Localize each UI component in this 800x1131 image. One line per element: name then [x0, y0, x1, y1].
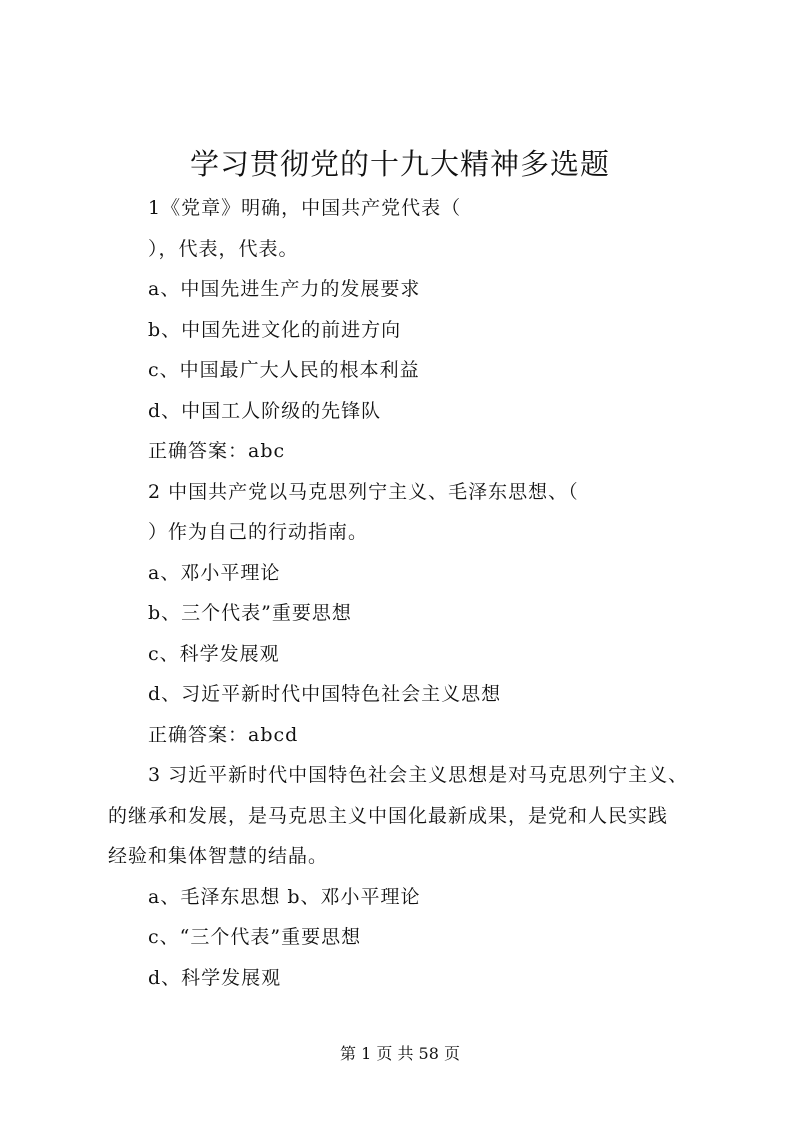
question-2-option-c: c、科学发展观: [148, 642, 280, 665]
question-3-option-d: d、科学发展观: [148, 966, 282, 989]
question-1-stem-line-1: 1《党章》明确，中国共产党代表（: [148, 197, 462, 219]
document-body: [108, 188, 728, 998]
question-3-option-a-b: a、毛泽东思想 b、邓小平理论: [148, 885, 421, 908]
question-3-stem-line-3: 经验和集体智慧的结晶。: [108, 845, 329, 867]
question-2-option-a: a、邓小平理论: [148, 561, 281, 584]
question-1-option-d: d、中国工人阶级的先锋队: [148, 399, 382, 422]
question-3-stem-line-1: 3 习近平新时代中国特色社会主义思想是对马克思列宁主义、: [148, 764, 689, 786]
question-1-option-a: a、中国先进生产力的发展要求: [148, 278, 421, 300]
question-1-answer: 正确答案：abc: [148, 440, 286, 462]
document-title: 学习贯彻党的十九大精神多选题: [189, 147, 610, 181]
question-1-stem-line-2: ），代表，代表。: [148, 237, 299, 260]
question-1-option-c: c、中国最广大人民的根本利益: [148, 359, 420, 381]
question-2-stem-line-2: ）作为自己的行动指南。: [148, 521, 369, 543]
question-2-stem-line-1: 2 中国共产党以马克思列宁主义、毛泽东思想、（: [148, 480, 579, 503]
question-3-stem-line-2: 的继承和发展，是马克思主义中国化最新成果，是党和人民实践: [108, 804, 669, 827]
question-2-answer: 正确答案：abcd: [148, 723, 299, 746]
question-1-option-b: b、中国先进文化的前进方向: [148, 318, 402, 341]
question-2-option-b: b、三个代表”重要思想: [148, 602, 352, 624]
question-3-option-c: c、“三个代表”重要思想: [148, 926, 362, 948]
page-number-footer: 第 1 页 共 58 页: [340, 1044, 460, 1063]
question-2-option-d: d、习近平新时代中国特色社会主义思想: [148, 683, 502, 705]
